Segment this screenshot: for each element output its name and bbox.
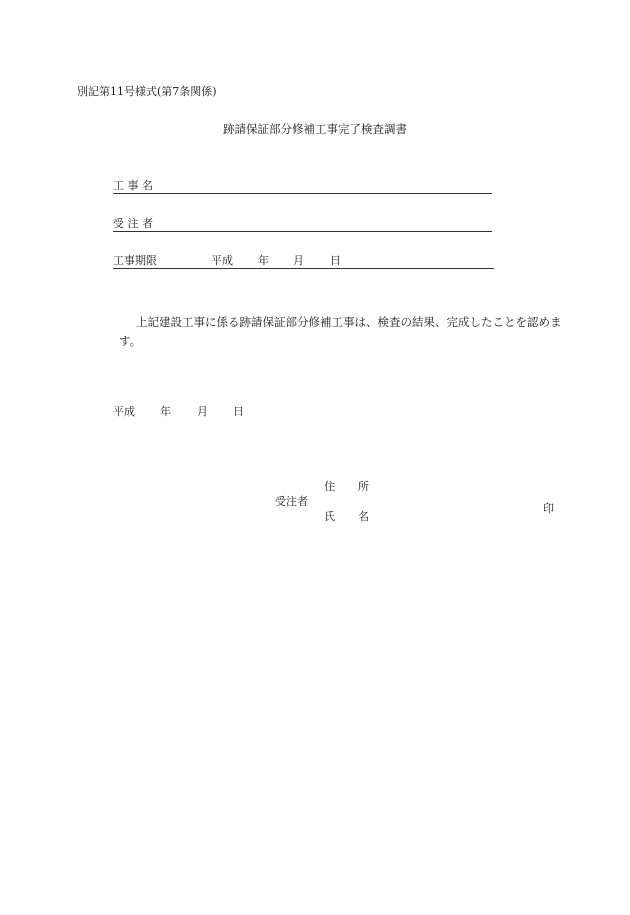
period-day: 日 (330, 254, 341, 267)
project-name-line (113, 193, 492, 194)
name-label-first: 氏 (324, 510, 335, 523)
date-month: 月 (197, 405, 208, 418)
period-era: 平成 (211, 254, 233, 267)
form-reference: 別記第11号様式(第7条関係) (77, 85, 217, 98)
contractor-label: 受 注 者 (113, 217, 153, 230)
date-day: 日 (233, 405, 244, 418)
address-label-first: 住 (324, 480, 335, 493)
project-name-label: 工 事 名 (113, 179, 153, 192)
certification-text: 上記建設工事に係る跡請保証部分修補工事は、検査の結果、完成したことを認めます。 (119, 315, 562, 348)
date-year: 年 (160, 405, 171, 418)
address-label-second: 所 (358, 480, 369, 493)
period-month: 月 (293, 254, 304, 267)
contractor-party-label: 受注者 (275, 495, 308, 508)
date-era: 平成 (113, 405, 135, 418)
contractor-line (113, 231, 492, 232)
period-year: 年 (258, 254, 269, 267)
seal-label: 印 (543, 502, 554, 515)
document-title: 跡請保証部分修補工事完了検査調書 (223, 122, 407, 136)
period-line (113, 268, 494, 269)
period-label: 工事期限 (113, 254, 157, 267)
name-label-second: 名 (358, 510, 369, 523)
